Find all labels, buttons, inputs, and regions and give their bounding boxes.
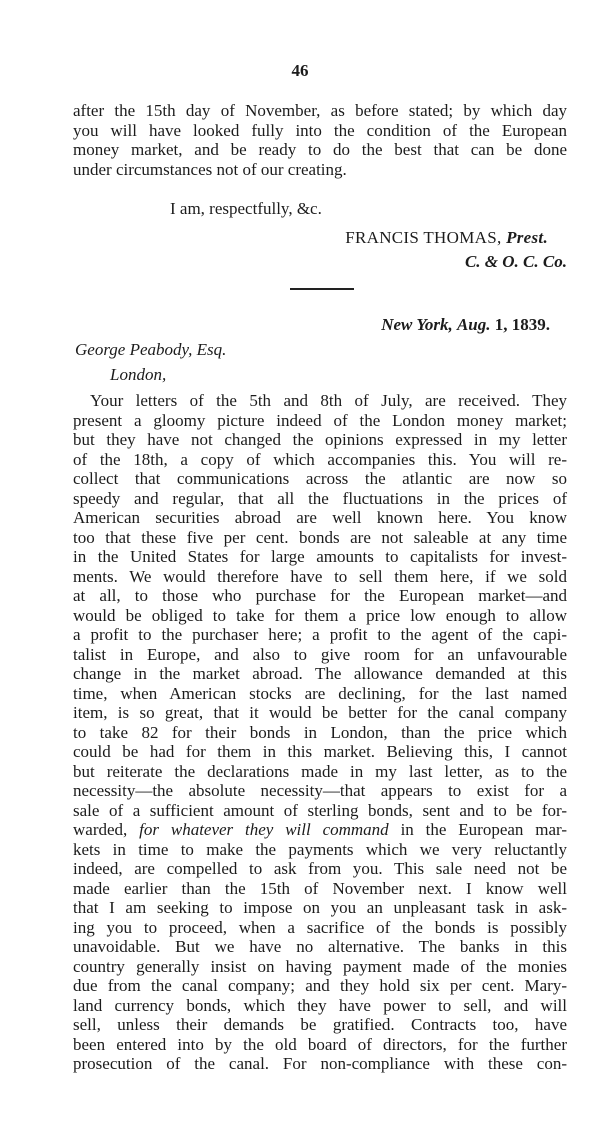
text-line: item, is so great, that it would be better for the canal company xyxy=(73,703,567,722)
text-line: speedy and regular, that all the fluctuations in the prices of xyxy=(73,488,567,508)
closing: I am, respectfully, &c. xyxy=(170,199,322,218)
text-line: money market, and be ready to do the best that can be done xyxy=(73,140,567,159)
letter-body xyxy=(73,391,567,1074)
text-line: under circumstances not of our creating. xyxy=(73,159,347,179)
section-divider xyxy=(290,288,354,290)
text-line: would be obliged to take for them a price low enough to allow xyxy=(73,605,567,625)
dateline-date: 1, 1839. xyxy=(494,315,550,334)
text-line: could be had for them in this market. Believing this, I cannot xyxy=(73,742,567,761)
recipient-city: London, xyxy=(110,365,167,384)
dateline-month: Aug. xyxy=(456,315,491,334)
signature-company: C. & O. C. Co. xyxy=(464,252,567,271)
text-line: after the 15th day of November, as before stated; by which day xyxy=(73,101,567,120)
text-line: in the United States for large amounts to capitalists for invest- xyxy=(73,547,567,566)
text-line: unavoidable. But we have no alternative. The banks in this xyxy=(73,937,567,956)
text-line: ments. We would therefore have to sell them here, if we sold xyxy=(73,566,567,586)
text-line-with-emphasis xyxy=(73,820,567,840)
text-line: been entered into by the old board of directors, for the further xyxy=(73,1034,567,1054)
dateline-place: New York, xyxy=(381,315,453,334)
segment-italic: for whatever they will command xyxy=(139,820,389,839)
text-line: country generally insist on having payment made of the monies xyxy=(73,956,567,976)
segment-before: warded, xyxy=(73,820,128,839)
text-line: of the 18th, a copy of which accompanies this. You will re- xyxy=(73,449,567,469)
text-line: but they have not changed the opinions expressed in my letter xyxy=(73,430,567,449)
text-line: change in the market abroad. The allowance demanded at this xyxy=(73,664,567,683)
text-line: present a gloomy picture indeed of the London money market; xyxy=(73,410,567,430)
signer-title: Prest. xyxy=(506,228,548,247)
text-line: land currency bonds, which they have power to sell, and will xyxy=(73,995,567,1015)
text-line: kets in time to make the payments which we very reluctantly xyxy=(73,839,567,859)
text-line: American securities abroad are well known here. You know xyxy=(73,508,567,527)
text-line: ing you to proceed, when a sacrifice of the bonds is possibly xyxy=(73,917,567,937)
text-line: sale of a sufficient amount of sterling bonds, sent and to be for- xyxy=(73,800,567,820)
opening-paragraph xyxy=(73,101,567,179)
text-line: at all, to those who purchase for the European market—and xyxy=(73,586,567,605)
text-line: made earlier than the 15th of November next. I know well xyxy=(73,878,567,898)
text-line: due from the canal company; and they hold six per cent. Mary- xyxy=(73,976,567,995)
text-line: necessity—the absolute necessity—that appears to exist for a xyxy=(73,781,567,800)
text-line: too that these five per cent. bonds are not saleable at any time xyxy=(73,527,567,547)
text-line: collect that communications across the atlantic are now so xyxy=(73,469,567,488)
text-line: that I am seeking to impose on you an unpleasant task in ask- xyxy=(73,898,567,917)
dateline xyxy=(381,315,550,335)
text-line: Your letters of the 5th and 8th of July, are received. They xyxy=(90,391,567,410)
text-line: you will have looked fully into the condition of the European xyxy=(73,120,567,140)
signer-name: FRANCIS THOMAS, xyxy=(345,228,502,247)
text-line: a profit to the purchaser here; a profit to the agent of the capi- xyxy=(73,625,567,644)
page-number: 46 xyxy=(291,61,309,80)
text-line: prosecution of the canal. For non-compliance with these con- xyxy=(73,1054,567,1073)
text-line: but reiterate the declarations made in my last letter, as to the xyxy=(73,761,567,781)
segment-after: in the European mar- xyxy=(400,820,568,839)
text-line: indeed, are compelled to ask from you. This sale need not be xyxy=(73,859,567,878)
signature-name xyxy=(345,228,548,248)
text-line: sell, unless their demands be gratified. Contracts too, have xyxy=(73,1015,567,1034)
text-line: time, when American stocks are declining, for the last named xyxy=(73,683,567,703)
text-line: talist in Europe, and also to give room for an unfavourable xyxy=(73,644,567,664)
recipient: George Peabody, Esq. xyxy=(75,340,227,359)
text-line: to take 82 for their bonds in London, than the price which xyxy=(73,722,567,742)
